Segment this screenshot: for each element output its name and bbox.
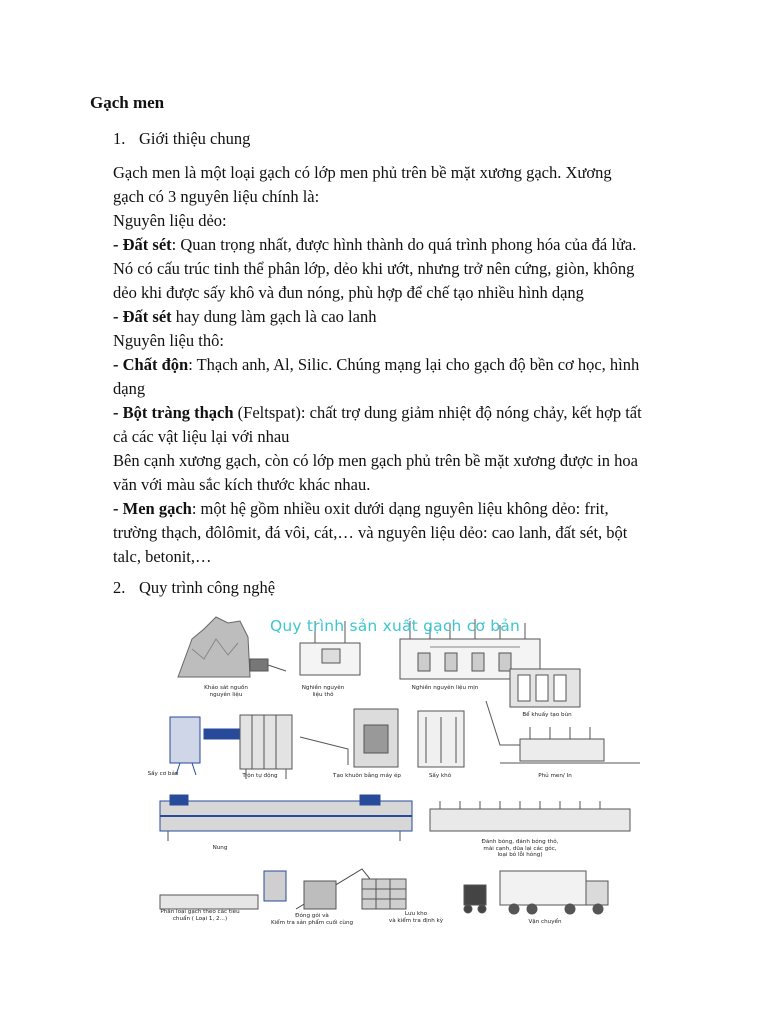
truck-trailer xyxy=(500,871,586,905)
storage-pallets xyxy=(362,879,406,909)
forklift xyxy=(464,885,486,905)
step-pack-label: Đóng gói và Kiểm tra sản phẩm cuối cùng xyxy=(270,913,354,926)
glaze-bullet: - Men gạch xyxy=(113,499,192,518)
step-dry-label: Sấy khô xyxy=(428,773,452,779)
kaolin-line xyxy=(113,305,693,329)
clay-line-1-text: : Quan trọng nhất, được hình thành do quá trình phong hóa của đá lửa. xyxy=(171,235,637,254)
step-storage-label: Lưu kho và kiểm tra định kỳ xyxy=(388,911,444,924)
clay-paragraph-line-1 xyxy=(113,233,693,257)
step-transport-label: Vận chuyển xyxy=(528,919,562,925)
glaze-line-1-text: : một hệ gồm nhiều oxit dưới dạng nguyên liệu không dẻo: frit, xyxy=(191,499,609,518)
filler-line-2: dạng xyxy=(113,379,146,398)
feldspar-line-1 xyxy=(113,401,693,425)
step-survey-label: Khảo sát nguồn nguyên liệu xyxy=(204,685,248,698)
section-2-heading xyxy=(113,578,275,598)
filler-bullet: - Chất độn xyxy=(113,355,189,374)
section-2-title: Quy trình công nghệ xyxy=(139,578,276,597)
section-2-number: 2. xyxy=(113,578,126,597)
excavator xyxy=(250,659,268,671)
feldspar-bullet: - Bột tràng thạch xyxy=(113,403,234,422)
clay-paragraph-line-2: Nó có cấu trúc tinh thể phân lớp, dẻo khi ướt, nhưng trở nên cứng, giòn, không xyxy=(113,259,635,278)
section-1-body xyxy=(113,161,693,569)
step-classify-label: Phân loại gạch theo các tiêu chuẩn ( Loại 1, 2...) xyxy=(160,909,240,922)
step-auto-mix-label: Trộn tự động xyxy=(242,773,278,779)
filler-line-1-text: : Thạch anh, Al, Silic. Chúng mạng lại cho gạch độ bền cơ học, hình xyxy=(188,355,640,374)
section-1-number: 1. xyxy=(113,129,126,148)
silos xyxy=(240,715,292,769)
step-polish-label: Đánh bóng, đánh bóng thô, mài cạnh, dũa lại các góc, loại bỏ lỗi hỏng) xyxy=(481,839,559,859)
document-title: Gạch men xyxy=(90,93,165,112)
step-glaze-print-label: Phủ men/ In xyxy=(538,773,572,779)
step-grind-fine-label: Nghiền nguyên liệu mịn xyxy=(411,685,479,691)
intro-line-1: Gạch men là một loại gạch có lớp men phủ trên bề mặt xương gạch. Xương xyxy=(113,163,612,182)
intro-line-2: gạch có 3 nguyên liệu chính là: xyxy=(113,187,320,206)
glaze-intro-line-2: văn với màu sắc kích thước khác nhau. xyxy=(113,475,371,494)
section-1-title: Giới thiệu chung xyxy=(139,129,251,148)
dryer xyxy=(170,717,200,763)
clay-paragraph-line-3: dẻo khi được sấy khô và đun nóng, phù hợp để chế tạo nhiều hình dạng xyxy=(113,283,584,302)
plastic-materials-heading: Nguyên liệu dẻo: xyxy=(113,211,227,230)
kaolin-text: hay dung làm gạch là cao lanh xyxy=(171,307,377,326)
step-grind-raw-label: Nghiền nguyên liệu thô xyxy=(301,685,345,698)
glaze-intro-line-1: Bên cạnh xương gạch, còn có lớp men gạch phủ trên bề mặt xương được in hoa xyxy=(113,451,638,470)
section-1-heading xyxy=(113,129,250,149)
feldspar-line-2: cả các vật liệu lại với nhau xyxy=(113,427,290,446)
step-fire-label: Nung xyxy=(212,845,228,851)
glaze-line-1 xyxy=(113,497,693,521)
feldspar-line-1-text: (Feltspat): chất trợ dung giảm nhiệt độ nóng chảy, kết hợp tất xyxy=(233,403,642,422)
glaze-line-3: talc, betonit,… xyxy=(113,547,212,566)
step-basic-dry-label: Sấy cơ bản xyxy=(147,771,179,777)
filler-line-1 xyxy=(113,353,693,377)
clay-bullet: - Đất sét xyxy=(113,235,172,254)
process-diagram xyxy=(100,609,682,944)
kaolin-bullet: - Đất sét xyxy=(113,307,172,326)
step-press-mold-label: Tạo khuôn bằng máy ép xyxy=(333,773,401,779)
polishing-line xyxy=(430,809,630,831)
glazing-line xyxy=(520,739,604,761)
step-slurry-tank-label: Bể khuấy tạo bùn xyxy=(522,712,572,718)
diagram-title: Quy trình sản xuất gạch cơ bản xyxy=(270,617,520,635)
glaze-line-2: trường thạch, đôlômit, đá vôi, cát,… và nguyên liệu dẻo: cao lanh, đất sét, bột xyxy=(113,523,628,542)
quarry-mountain xyxy=(178,617,250,677)
sorting-line xyxy=(160,895,258,909)
raw-materials-heading: Nguyên liệu thô: xyxy=(113,331,224,350)
